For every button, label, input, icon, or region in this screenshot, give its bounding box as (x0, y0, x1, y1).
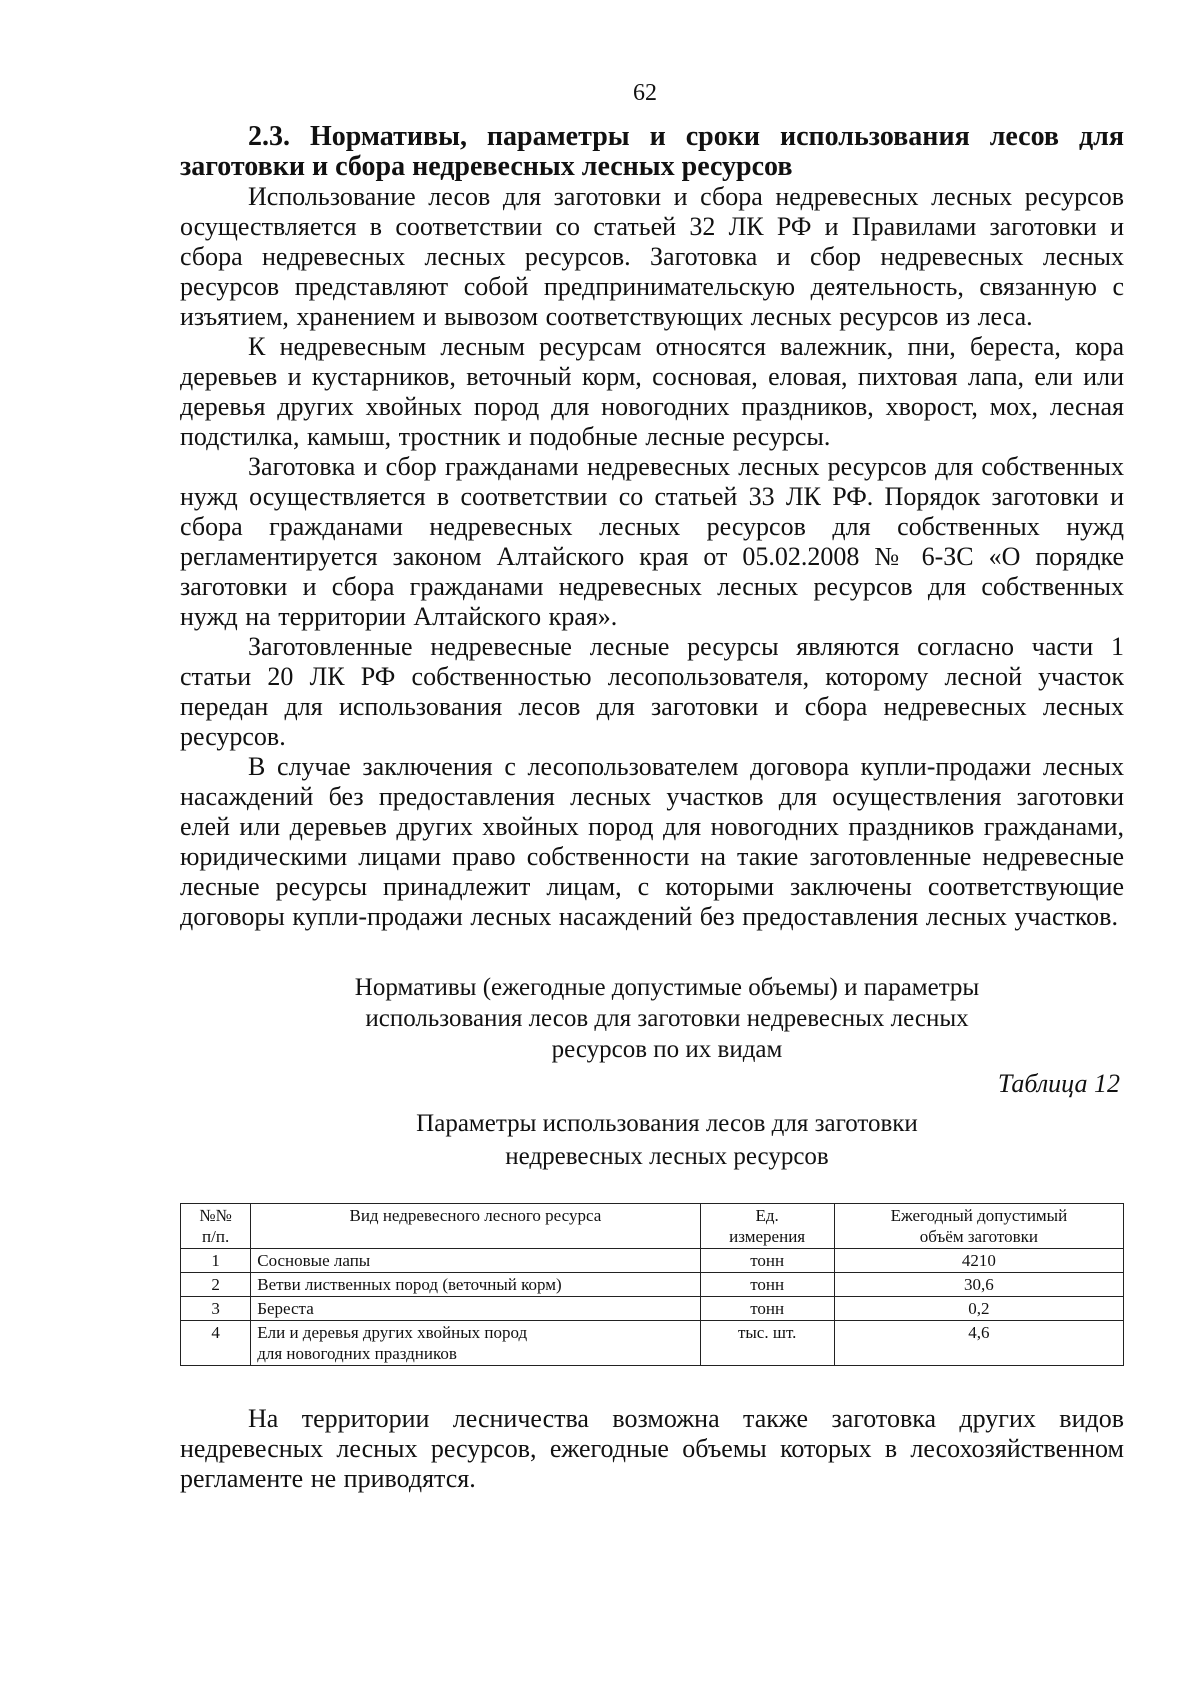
paragraph-3: Заготовка и сбор гражданами недревесных лесных ресурсов для собственных нужд осуществляется в соответствии со статьей 33 ЛК РФ. Порядок заготовки и сбора гражданами недревесных лесных ресурсов для собственных нужд регламентируется законом Алтайского края от 05.02.2008 № 6-ЗС «О порядке заготовки и сбора гражданами недревесных лесных ресурсов для собственных нужд на территории Алтайского края». (180, 452, 1124, 631)
table-header-row (181, 1204, 1124, 1249)
header-resource-type: Вид недревесного лесного ресурса (251, 1204, 700, 1249)
page-content (180, 122, 1124, 1494)
row-num: 1 (181, 1249, 251, 1273)
table-number-label: Таблица 12 (997, 1069, 1120, 1098)
header-unit: Ед. измерения (700, 1204, 834, 1249)
page-number: 62 (633, 80, 657, 106)
paragraph-1: Использование лесов для заготовки и сбора недревесных лесных ресурсов осуществляется в соответствии со статьей 32 ЛК РФ и Правилами заготовки и сбора недревесных лесных ресурсов. Заготовка и сбор недревесных лесных ресурсов представляют собой предпринимательскую деятельность, связанную с изъятием, хранением и вывозом соответствующих лесных ресурсов из леса. (180, 182, 1124, 331)
paragraph-4: Заготовленные недревесные лесные ресурсы являются согласно части 1 статьи 20 ЛК РФ собственностью лесопользователя, которому лесной участок передан для использования лесов для заготовки и сбора недревесных лесных ресурсов. (180, 632, 1124, 751)
row-num: 3 (181, 1297, 251, 1321)
table-row (181, 1249, 1124, 1273)
resources-table (180, 1203, 1124, 1366)
section-number: 2.3. (248, 121, 290, 152)
row-resource-name: Ели и деревья других хвойных пород для новогодних праздников (251, 1321, 700, 1366)
table-row (181, 1273, 1124, 1297)
row-unit: тыс. шт. (700, 1321, 834, 1366)
row-resource-name: Береста (251, 1297, 700, 1321)
table-caption-line-1: Параметры использования лесов для заготовки (416, 1110, 918, 1137)
section-title: Нормативы, параметры и сроки использования лесов для заготовки и сбора недревесных лесных ресурсов (180, 121, 1125, 182)
norms-title-line-1: Нормативы (ежегодные допустимые объемы) и параметры (354, 974, 980, 1001)
norms-title-line-3: ресурсов по их видам (551, 1036, 783, 1063)
row-unit: тонн (700, 1249, 834, 1273)
row-volume: 4,6 (834, 1321, 1123, 1366)
table-caption-line-2: недревесных лесных ресурсов (505, 1143, 829, 1170)
paragraph-2: К недревесным лесным ресурсам относятся валежник, пни, береста, кора деревьев и кустарников, веточный корм, сосновая, еловая, пихтовая лапа, ели или деревья других хвойных пород для новогодних праздников, хворост, мох, лесная подстилка, камыш, тростник и подобные лесные ресурсы. (180, 332, 1124, 451)
paragraph-5: В случае заключения с лесопользователем договора купли-продажи лесных насаждений без предоставления лесных участков для осуществления заготовки елей или деревьев других хвойных пород для новогодних праздников гражданами, юридическими лицами право собственности на такие заготовленные недревесные лесные ресурсы принадлежит лицам, с которыми заключены соответствующие договоры купли-продажи лесных насаждений без предоставления лесных участков. (180, 752, 1124, 931)
row-resource-name: Ветви лиственных пород (веточный корм) (251, 1273, 700, 1297)
row-volume: 30,6 (834, 1273, 1123, 1297)
header-num: №№ п/п. (181, 1204, 251, 1249)
header-annual-volume: Ежегодный допустимый объём заготовки (834, 1204, 1123, 1249)
row-volume: 4210 (834, 1249, 1123, 1273)
row-num: 2 (181, 1273, 251, 1297)
row-resource-name: Сосновые лапы (251, 1249, 700, 1273)
row-unit: тонн (700, 1273, 834, 1297)
row-unit: тонн (700, 1297, 834, 1321)
final-paragraph: На территории лесничества возможна также заготовка других видов недревесных лесных ресурсов, ежегодные объемы которых в лесохозяйственном регламенте не приводятся. (180, 1404, 1124, 1493)
table-row (181, 1297, 1124, 1321)
norms-title-line-2: использования лесов для заготовки недревесных лесных (365, 1005, 969, 1032)
row-num: 4 (181, 1321, 251, 1366)
row-volume: 0,2 (834, 1297, 1123, 1321)
table-caption (180, 1107, 1124, 1173)
table-row (181, 1321, 1124, 1366)
norms-block-title (180, 972, 1124, 1065)
section-heading (180, 122, 1124, 182)
